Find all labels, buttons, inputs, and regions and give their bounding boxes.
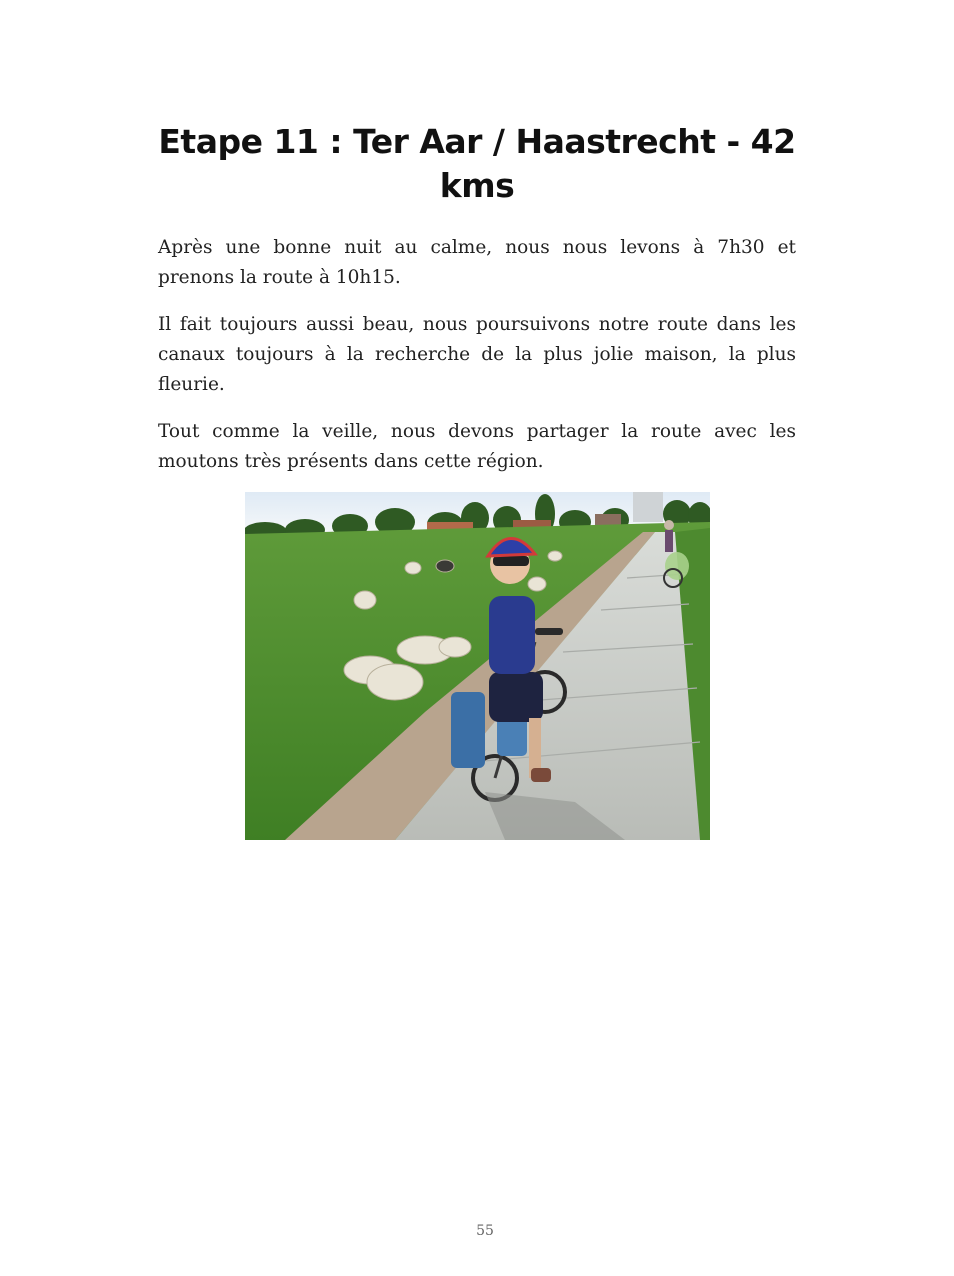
- paragraph-1: Après une bonne nuit au calme, nous nous levons à 7h30 et prenons la route à 10h15.: [158, 237, 796, 288]
- paragraph-3: Tout comme la veille, nous devons partager la route avec les moutons très présents dans cette région.: [158, 421, 796, 472]
- body-text: [158, 233, 796, 494]
- paragraph-2: Il fait toujours aussi beau, nous poursuivons notre route dans les canaux toujours à la recherche de la plus jolie maison, la plus fleurie.: [158, 314, 796, 395]
- page-title: Etape 11 : Ter Aar / Haastrecht - 42 kms: [158, 122, 796, 205]
- water-tower: [633, 492, 663, 522]
- page-number: 55: [476, 1223, 494, 1239]
- photo-child-bicycle-sheep: [245, 492, 710, 840]
